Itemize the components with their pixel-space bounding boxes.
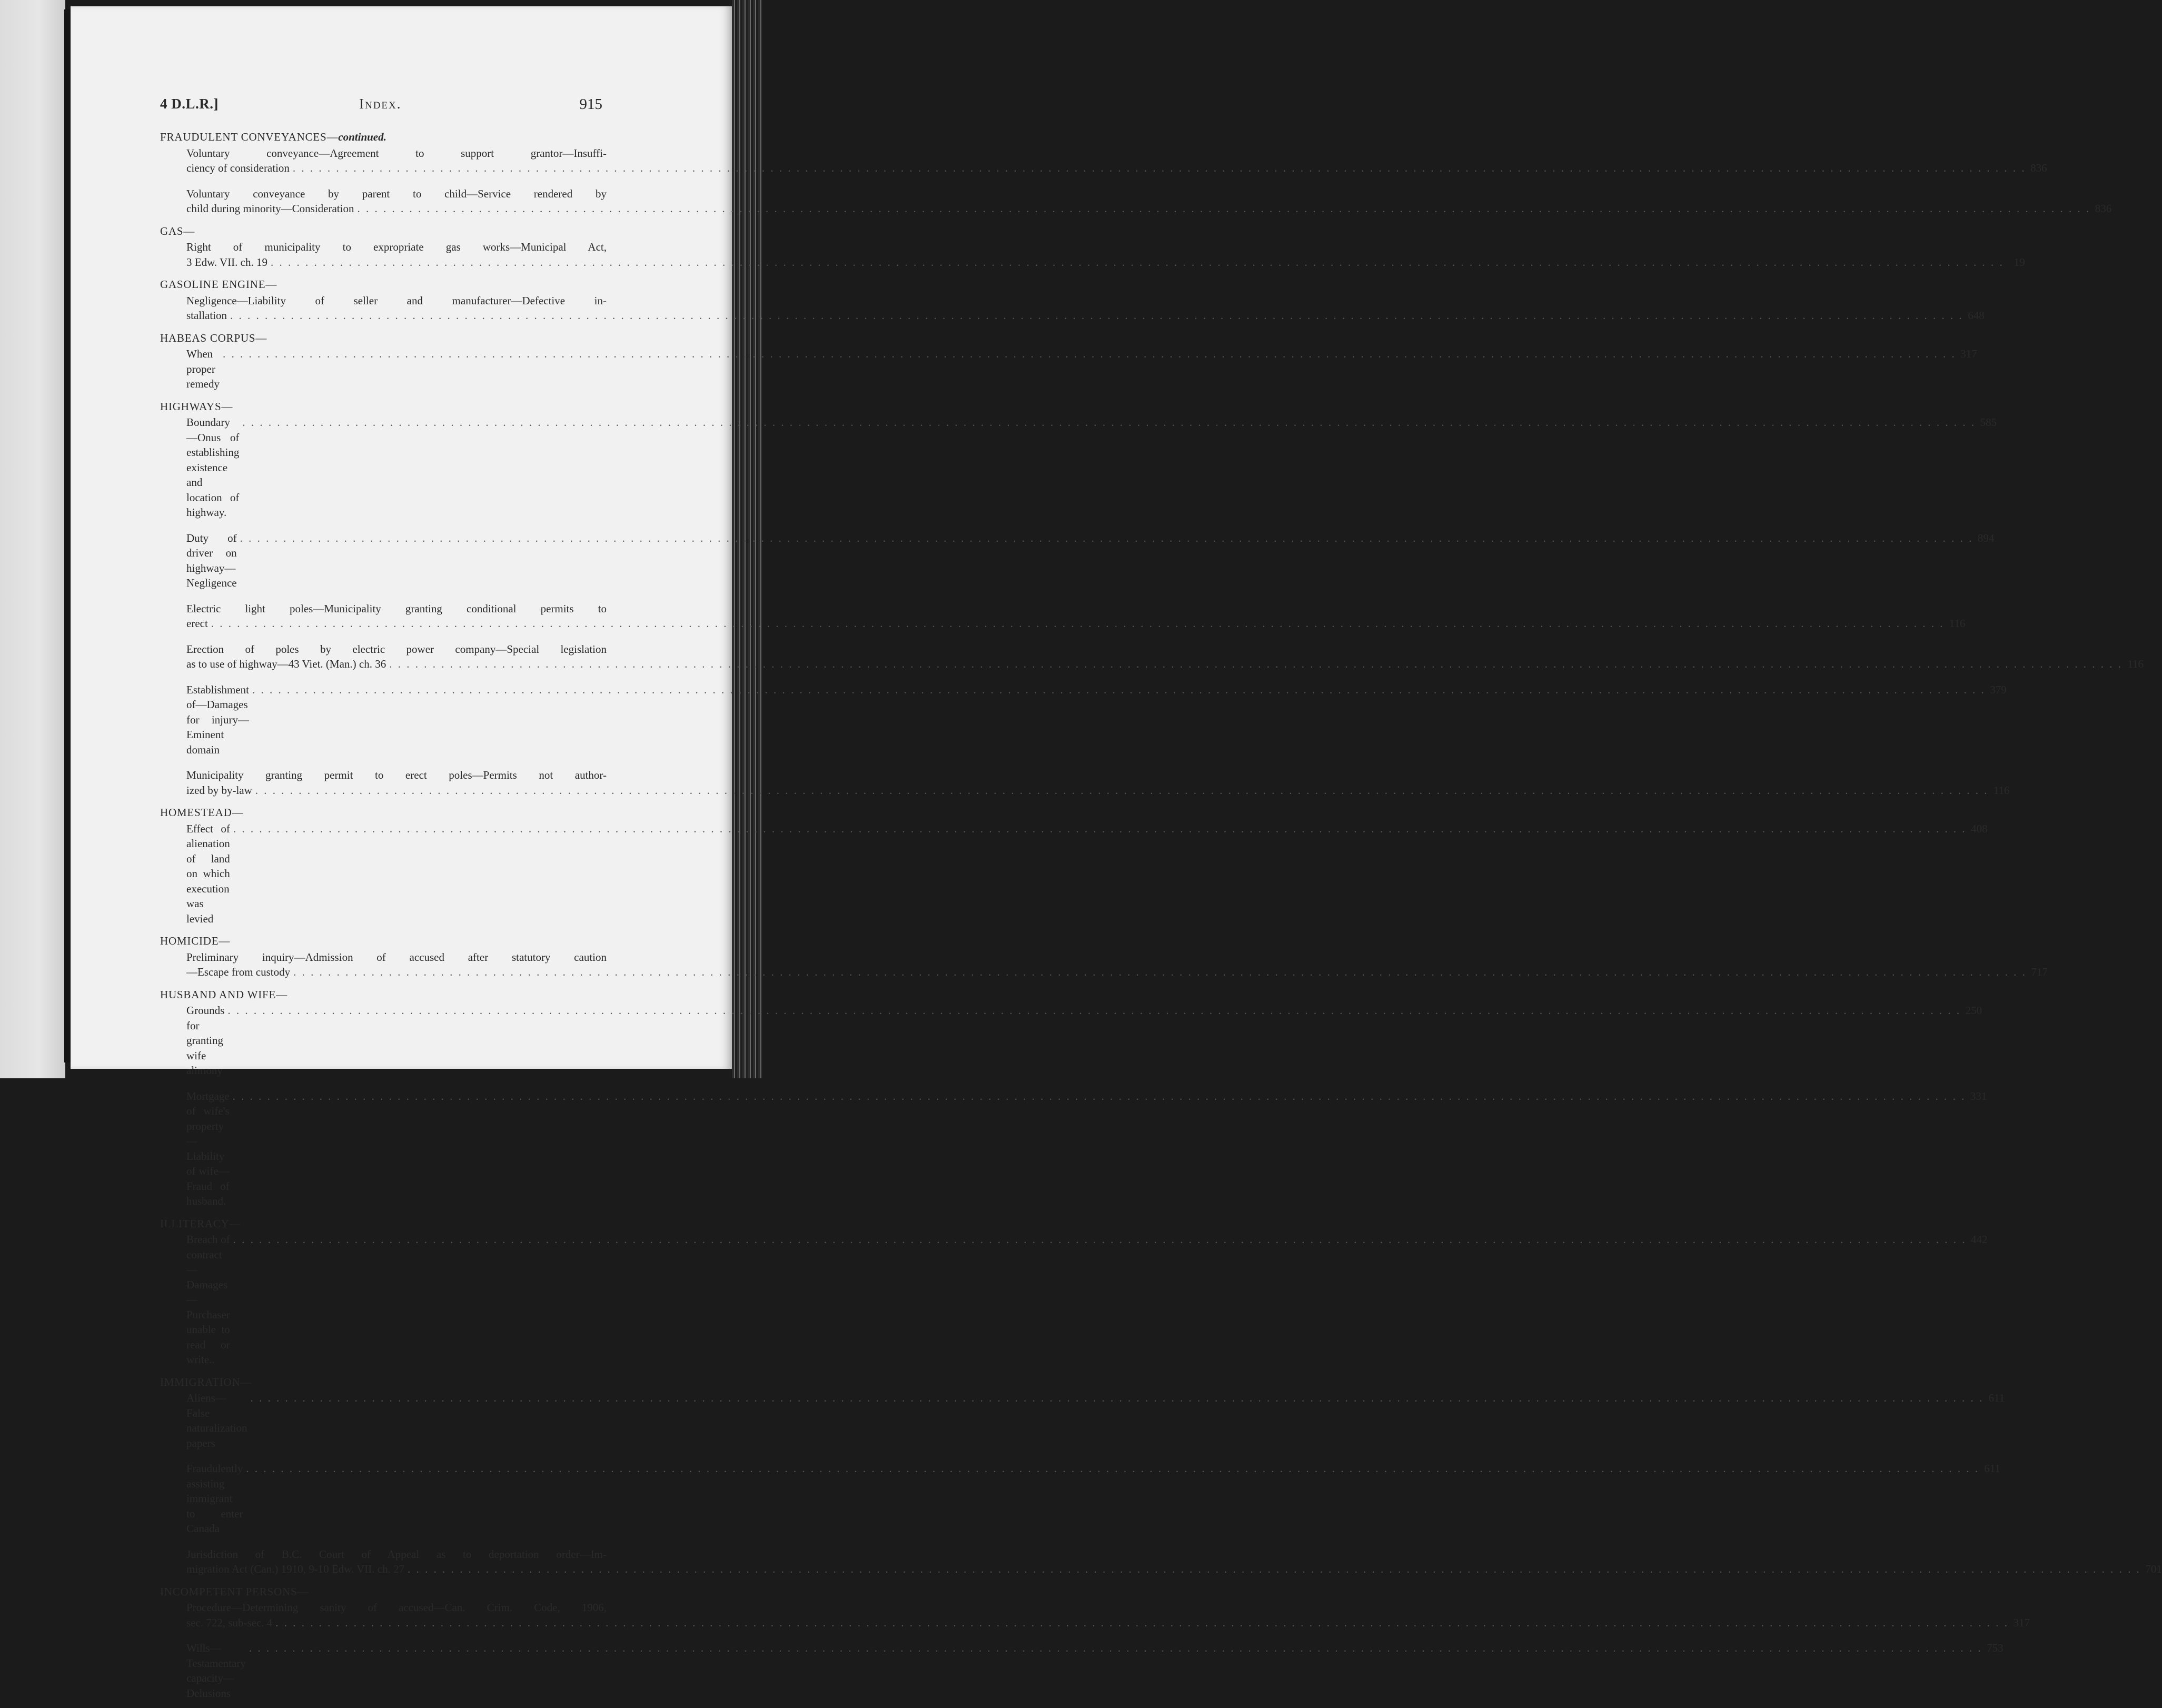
dot-leader: . . . . . . . . . . . . . . . . . . . . . . . . . . . . . . . . . . . . . . . . . . . . . . . . . . . . . . . . . . . . . . . . . . . . . . . . . . . . . . . . . . . . . . . . . . . . . . . . . . . . . . . . . . . . . . . . . . . . . . . . . . . . . . . . . . . . . . . . . . . . . . . . . . . . . . . . . . . . . . . . . . . . . . . . . . . . . . . . . . . . . . . . . . . . . . . . . . . . . . . .: [249, 1642, 1982, 1654]
entry-text: Aliens—False naturalization papers: [186, 1392, 247, 1449]
facing-page-edge: [0, 0, 65, 1078]
index-entry: [186, 950, 2048, 980]
index-section: [160, 1375, 2162, 1577]
entry-page-number: 19: [2014, 255, 2025, 269]
entry-page-number: 836: [2030, 162, 2047, 174]
entry-text-line1: Right of municipality to expropriate gas works—Municipal Act,: [186, 241, 607, 253]
section-heading-text: HABEAS CORPUS—: [160, 331, 267, 344]
entry-page-number: 116: [1993, 783, 2010, 797]
section-heading: [160, 224, 607, 239]
index-section: [160, 224, 2025, 270]
section-heading-text: INCOMPETENT PERSONS—: [160, 1585, 309, 1598]
entry-page-number: 408: [1971, 822, 1988, 835]
section-heading: [160, 331, 607, 346]
index-entry: [186, 1600, 2030, 1630]
index-section: [160, 277, 1985, 323]
entry-text-line1: Municipality granting permit to erect poles—Permits not author-: [186, 769, 607, 781]
entry-text: Effect of alienation of land on which execution was levied: [186, 822, 230, 925]
entry-text-line1: Voluntary conveyance by parent to child—Service rendered by: [186, 187, 607, 200]
section-heading-continued: continued.: [338, 131, 386, 143]
volume-reference: 4 D.L.R.]: [160, 96, 219, 112]
section-heading-text: HUSBAND AND WIFE—: [160, 988, 287, 1001]
section-heading: [160, 1375, 607, 1390]
dot-leader: . . . . . . . . . . . . . . . . . . . . . . . . . . . . . . . . . . . . . . . . . . . . . . . . . . . . . . . . . . . . . . . . . . . . . . . . . . . . . . . . . . . . . . . . . . . . . . . . . . . . . . . . . . . . . . . . . . . . . . . . . . . . . . . . . . . . . . . . . . . . . . . . . . . . . . . . . . . . . . . . . . . . . . . . . . . . . . . . . . . . . . . . . . . . . . . . . . . . . . . .: [270, 255, 2004, 269]
index-section: [160, 331, 1977, 392]
header-title: Index.: [359, 96, 402, 112]
dot-leader: . . . . . . . . . . . . . . . . . . . . . . . . . . . . . . . . . . . . . . . . . . . . . . . . . . . . . . . . . . . . . . . . . . . . . . . . . . . . . . . . . . . . . . . . . . . . . . . . . . . . . . . . . . . . . . . . . . . . . . . . . . . . . . . . . . . . . . . . . . . . . . . . . . . . . . . . . . . . . . . . . . . . . . . . . . . . . . . . . . . . . . . . . . . . . . . . . . . . . . . .: [275, 1616, 2009, 1629]
dot-leader: . . . . . . . . . . . . . . . . . . . . . . . . . . . . . . . . . . . . . . . . . . . . . . . . . . . . . . . . . . . . . . . . . . . . . . . . . . . . . . . . . . . . . . . . . . . . . . . . . . . . . . . . . . . . . . . . . . . . . . . . . . . . . . . . . . . . . . . . . . . . . . . . . . . . . . . . . . . . . . . . . . . . . . . . . . . . . . . . . . . . . . . . . . . . . . . . . . . . . . . .: [408, 1563, 2141, 1575]
entry-text: Boundary—Onus of establishing existence and location of highway.: [186, 416, 240, 519]
entry-page-number: 317: [2013, 1616, 2030, 1629]
dot-leader: . . . . . . . . . . . . . . . . . . . . . . . . . . . . . . . . . . . . . . . . . . . . . . . . . . . . . . . . . . . . . . . . . . . . . . . . . . . . . . . . . . . . . . . . . . . . . . . . . . . . . . . . . . . . . . . . . . . . . . . . . . . . . . . . . . . . . . . . . . . . . . . . . . . . . . . . . . . . . . . . . . . . . . . . . . . . . . . . . . . . . . . . . . . . . . . . . . . . . . . .: [246, 1462, 1980, 1475]
index-section: [160, 399, 2144, 798]
entry-page-number: 894: [1977, 531, 1995, 544]
index-content: [160, 130, 2162, 1708]
entry-page-number: 836: [2095, 202, 2112, 215]
dot-leader: . . . . . . . . . . . . . . . . . . . . . . . . . . . . . . . . . . . . . . . . . . . . . . . . . . . . . . . . . . . . . . . . . . . . . . . . . . . . . . . . . . . . . . . . . . . . . . . . . . . . . . . . . . . . . . . . . . . . . . . . . . . . . . . . . . . . . . . . . . . . . . . . . . . . . . . . . . . . . . . . . . . . . . . . . . . . . . . . . . . . . . . . . . . . . . . . . . . . . . . .: [292, 162, 2026, 174]
section-heading-text: FRAUDULENT CONVEYANCES—: [160, 131, 339, 143]
index-section: [160, 805, 1988, 926]
index-entry: [186, 293, 1985, 323]
section-heading: [160, 130, 607, 145]
index-entry: [186, 1547, 2162, 1577]
entry-text: Grounds for granting wife alimony: [186, 1004, 225, 1077]
entry-text-line1: Preliminary inquiry—Admission of accused after statutory caution: [186, 950, 607, 964]
section-heading: [160, 987, 607, 1002]
entry-page-number: 585: [1980, 416, 1997, 429]
index-entry: [186, 415, 1997, 520]
entry-page-number: 648: [1968, 309, 1985, 322]
page-number: 915: [579, 96, 602, 113]
entry-page-number: 379: [1990, 683, 2007, 696]
index-section: [160, 1584, 2030, 1701]
entry-page-number: 331: [1970, 1089, 1987, 1103]
entry-text: Duty of driver on highway—Negligence: [186, 531, 237, 589]
index-section: [160, 1216, 1988, 1367]
dot-leader: . . . . . . . . . . . . . . . . . . . . . . . . . . . . . . . . . . . . . . . . . . . . . . . . . . . . . . . . . . . . . . . . . . . . . . . . . . . . . . . . . . . . . . . . . . . . . . . . . . . . . . . . . . . . . . . . . . . . . . . . . . . . . . . . . . . . . . . . . . . . . . . . . . . . . . . . . . . . . . . . . . . . . . . . . . . . . . . . . . . . . . . . . . . . . . . . . . . . . . . .: [211, 617, 1945, 630]
index-entry: [186, 531, 1995, 591]
section-heading: [160, 805, 607, 820]
dot-leader: . . . . . . . . . . . . . . . . . . . . . . . . . . . . . . . . . . . . . . . . . . . . . . . . . . . . . . . . . . . . . . . . . . . . . . . . . . . . . . . . . . . . . . . . . . . . . . . . . . . . . . . . . . . . . . . . . . . . . . . . . . . . . . . . . . . . . . . . . . . . . . . . . . . . . . . . . . . . . . . . . . . . . . . . . . . . . . . . . . . . . . . . . . . . . . . . . . . . . . . .: [233, 1233, 1967, 1246]
index-entry: [186, 1003, 1982, 1078]
dot-leader: . . . . . . . . . . . . . . . . . . . . . . . . . . . . . . . . . . . . . . . . . . . . . . . . . . . . . . . . . . . . . . . . . . . . . . . . . . . . . . . . . . . . . . . . . . . . . . . . . . . . . . . . . . . . . . . . . . . . . . . . . . . . . . . . . . . . . . . . . . . . . . . . . . . . . . . . . . . . . . . . . . . . . . . . . . . . . . . . . . . . . . . . . . . . . . . . . . . . . . . .: [293, 966, 2027, 978]
entry-text: Fraudulently assisting immigrant to enter Canada: [186, 1462, 243, 1535]
section-heading-text: HOMESTEAD—: [160, 806, 244, 819]
dot-leader: . . . . . . . . . . . . . . . . . . . . . . . . . . . . . . . . . . . . . . . . . . . . . . . . . . . . . . . . . . . . . . . . . . . . . . . . . . . . . . . . . . . . . . . . . . . . . . . . . . . . . . . . . . . . . . . . . . . . . . . . . . . . . . . . . . . . . . . . . . . . . . . . . . . . . . . . . . . . . . . . . . . . . . . . . . . . . . . . . . . . . . . . . . . . . . . . . . . . . . . .: [389, 658, 2123, 670]
section-heading-text: ILLITERACY—: [160, 1217, 241, 1230]
index-section: [160, 934, 2048, 980]
index-entry: [186, 1232, 1988, 1367]
entry-page-number: 116: [2127, 658, 2144, 670]
index-entry: [186, 1641, 2004, 1701]
section-heading: [160, 1216, 607, 1232]
index-entry: [186, 821, 1988, 927]
index-entry: [186, 240, 2025, 270]
dot-leader: . . . . . . . . . . . . . . . . . . . . . . . . . . . . . . . . . . . . . . . . . . . . . . . . . . . . . . . . . . . . . . . . . . . . . . . . . . . . . . . . . . . . . . . . . . . . . . . . . . . . . . . . . . . . . . . . . . . . . . . . . . . . . . . . . . . . . . . . . . . . . . . . . . . . . . . . . . . . . . . . . . . . . . . . . . . . . . . . . . . . . . . . . . . . . . . . . . . . . . . .: [242, 416, 1976, 429]
entry-page-number: 717: [2031, 966, 2048, 978]
entry-text-line2: sec. 722, sub-sec. 4: [186, 1616, 273, 1629]
book-spine: [64, 9, 71, 1062]
section-heading: [160, 399, 607, 414]
entry-page-number: 116: [1949, 617, 1966, 630]
index-entry: [186, 146, 2047, 176]
index-entry: [186, 1089, 1987, 1209]
section-heading-text: HIGHWAYS—: [160, 400, 233, 413]
dot-leader: . . . . . . . . . . . . . . . . . . . . . . . . . . . . . . . . . . . . . . . . . . . . . . . . . . . . . . . . . . . . . . . . . . . . . . . . . . . . . . . . . . . . . . . . . . . . . . . . . . . . . . . . . . . . . . . . . . . . . . . . . . . . . . . . . . . . . . . . . . . . . . . . . . . . . . . . . . . . . . . . . . . . . . . . . . . . . . . . . . . . . . . . . . . . . . . . . . . . . . . .: [250, 1392, 1984, 1404]
section-heading: [160, 1584, 607, 1600]
index-entry: [186, 768, 2010, 798]
entry-page-number: 442: [1971, 1233, 1988, 1246]
dot-leader: . . . . . . . . . . . . . . . . . . . . . . . . . . . . . . . . . . . . . . . . . . . . . . . . . . . . . . . . . . . . . . . . . . . . . . . . . . . . . . . . . . . . . . . . . . . . . . . . . . . . . . . . . . . . . . . . . . . . . . . . . . . . . . . . . . . . . . . . . . . . . . . . . . . . . . . . . . . . . . . . . . . . . . . . . . . . . . . . . . . . . . . . . . . . . . . . . . . . . . . .: [222, 347, 1956, 360]
entry-text-line2: stallation: [186, 309, 227, 322]
entry-page-number: 701: [2145, 1563, 2162, 1575]
dot-leader: . . . . . . . . . . . . . . . . . . . . . . . . . . . . . . . . . . . . . . . . . . . . . . . . . . . . . . . . . . . . . . . . . . . . . . . . . . . . . . . . . . . . . . . . . . . . . . . . . . . . . . . . . . . . . . . . . . . . . . . . . . . . . . . . . . . . . . . . . . . . . . . . . . . . . . . . . . . . . . . . . . . . . . . . . . . . . . . . . . . . . . . . . . . . . . . . . . . . . . . .: [230, 309, 1963, 322]
index-entry: [186, 682, 2007, 758]
dot-leader: . . . . . . . . . . . . . . . . . . . . . . . . . . . . . . . . . . . . . . . . . . . . . . . . . . . . . . . . . . . . . . . . . . . . . . . . . . . . . . . . . . . . . . . . . . . . . . . . . . . . . . . . . . . . . . . . . . . . . . . . . . . . . . . . . . . . . . . . . . . . . . . . . . . . . . . . . . . . . . . . . . . . . . . . . . . . . . . . . . . . . . . . . . . . . . . . . . . . . . . .: [255, 783, 1989, 797]
entry-text-line1: Negligence—Liability of seller and manufacturer—Defective in-: [186, 294, 607, 307]
entry-text-line2: child during minority—Consideration: [186, 202, 354, 215]
entry-text: When proper remedy: [186, 347, 220, 390]
entry-text-line2: —Escape from custody: [186, 966, 291, 978]
entry-text-line1: Erection of poles by electric power company—Special legislation: [186, 642, 607, 656]
entry-page-number: 317: [1960, 347, 1977, 360]
entry-text: Breach of contract—Damages—Purchaser unable to read or write..: [186, 1233, 230, 1366]
running-header: [160, 96, 602, 117]
entry-text-line2: as to use of highway—43 Viet. (Man.) ch. 36: [186, 658, 386, 670]
dot-leader: . . . . . . . . . . . . . . . . . . . . . . . . . . . . . . . . . . . . . . . . . . . . . . . . . . . . . . . . . . . . . . . . . . . . . . . . . . . . . . . . . . . . . . . . . . . . . . . . . . . . . . . . . . . . . . . . . . . . . . . . . . . . . . . . . . . . . . . . . . . . . . . . . . . . . . . . . . . . . . . . . . . . . . . . . . . . . . . . . . . . . . . . . . . . . . . . . . . . . . . .: [357, 202, 2091, 215]
entry-text-line1: Jurisdiction of B.C. Court of Appeal as to deportation order—Im-: [186, 1547, 607, 1561]
index-entry: [186, 642, 2144, 672]
entry-page-number: 611: [1988, 1392, 2005, 1404]
index-entry: [186, 186, 2112, 216]
entry-page-number: 611: [1984, 1462, 2001, 1475]
entry-text-line2: 3 Edw. VII. ch. 19: [186, 255, 267, 269]
index-entry: [186, 601, 1966, 631]
dot-leader: . . . . . . . . . . . . . . . . . . . . . . . . . . . . . . . . . . . . . . . . . . . . . . . . . . . . . . . . . . . . . . . . . . . . . . . . . . . . . . . . . . . . . . . . . . . . . . . . . . . . . . . . . . . . . . . . . . . . . . . . . . . . . . . . . . . . . . . . . . . . . . . . . . . . . . . . . . . . . . . . . . . . . . . . . . . . . . . . . . . . . . . . . . . . . . . . . . . . . . . .: [232, 1089, 1966, 1103]
section-heading-text: IMMIGRATION—: [160, 1375, 252, 1388]
entry-page-number: 753: [1987, 1642, 2004, 1654]
section-heading: [160, 277, 607, 292]
index-entry: [186, 346, 1977, 392]
entry-text-line1: Electric light poles—Municipality granting conditional permits to: [186, 602, 607, 615]
dot-leader: . . . . . . . . . . . . . . . . . . . . . . . . . . . . . . . . . . . . . . . . . . . . . . . . . . . . . . . . . . . . . . . . . . . . . . . . . . . . . . . . . . . . . . . . . . . . . . . . . . . . . . . . . . . . . . . . . . . . . . . . . . . . . . . . . . . . . . . . . . . . . . . . . . . . . . . . . . . . . . . . . . . . . . . . . . . . . . . . . . . . . . . . . . . . . . . . . . . . . . . .: [227, 1004, 1961, 1017]
entry-text-line2: ciency of consideration: [186, 162, 290, 174]
index-section: [160, 130, 2112, 216]
entry-text-line2: erect: [186, 617, 208, 630]
entry-text-line1: Voluntary conveyance—Agreement to support grantor—Insuffi-: [186, 146, 607, 160]
entry-text: Mortgage of wife's property—Liability of wife—Fraud of husband.: [186, 1089, 230, 1207]
dot-leader: . . . . . . . . . . . . . . . . . . . . . . . . . . . . . . . . . . . . . . . . . . . . . . . . . . . . . . . . . . . . . . . . . . . . . . . . . . . . . . . . . . . . . . . . . . . . . . . . . . . . . . . . . . . . . . . . . . . . . . . . . . . . . . . . . . . . . . . . . . . . . . . . . . . . . . . . . . . . . . . . . . . . . . . . . . . . . . . . . . . . . . . . . . . . . . . . . . . . . . . .: [240, 531, 1973, 544]
index-entry: [186, 1461, 2001, 1536]
dot-leader: . . . . . . . . . . . . . . . . . . . . . . . . . . . . . . . . . . . . . . . . . . . . . . . . . . . . . . . . . . . . . . . . . . . . . . . . . . . . . . . . . . . . . . . . . . . . . . . . . . . . . . . . . . . . . . . . . . . . . . . . . . . . . . . . . . . . . . . . . . . . . . . . . . . . . . . . . . . . . . . . . . . . . . . . . . . . . . . . . . . . . . . . . . . . . . . . . . . . . . . .: [252, 683, 1986, 696]
section-heading-text: HOMICIDE—: [160, 935, 231, 947]
section-heading-text: GASOLINE ENGINE—: [160, 278, 277, 291]
entry-text-line2: ized by by-law: [186, 783, 252, 797]
entry-text: Wills—Testamentary capacity—Delusions: [186, 1642, 246, 1700]
index-section: [160, 987, 1987, 1209]
dot-leader: . . . . . . . . . . . . . . . . . . . . . . . . . . . . . . . . . . . . . . . . . . . . . . . . . . . . . . . . . . . . . . . . . . . . . . . . . . . . . . . . . . . . . . . . . . . . . . . . . . . . . . . . . . . . . . . . . . . . . . . . . . . . . . . . . . . . . . . . . . . . . . . . . . . . . . . . . . . . . . . . . . . . . . . . . . . . . . . . . . . . . . . . . . . . . . . . . . . . . . . .: [233, 822, 1967, 835]
index-entry: [186, 1391, 2005, 1451]
entry-page-number: 250: [1965, 1004, 1982, 1017]
entry-text-line1: Procedure—Determining sanity of accused—Can. Crim. Code, 1906,: [186, 1601, 607, 1614]
entry-text: Establishment of—Damages for injury—Eminent domain: [186, 683, 249, 756]
section-heading: [160, 934, 607, 949]
entry-text-line2: migration Act (Can.) 1910, 9-10 Edw. VII. ch. 27: [186, 1563, 405, 1575]
section-heading-text: GAS—: [160, 224, 195, 237]
